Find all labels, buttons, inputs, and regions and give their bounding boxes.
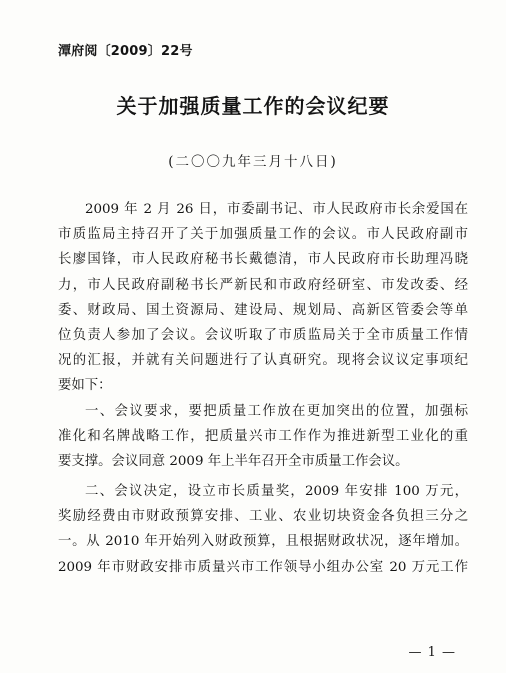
document-date: (二〇〇九年三月十八日) bbox=[168, 154, 338, 170]
body-line: 一。从 2010 年开始列入财政预算，且根据财政状况，逐年增加。 bbox=[58, 534, 468, 550]
body-line: 奖励经费由市财政预算安排、工业、农业切块资金各负担三分之 bbox=[58, 509, 468, 525]
body-line: 2009 年市财政安排市质量兴市工作领导小组办公室 20 万元工作 bbox=[58, 559, 468, 575]
body-line: 市质监局主持召开了关于加强质量工作的会议。市人民政府副市 bbox=[58, 227, 468, 243]
body-line: 二、会议决定，设立市长质量奖，2009 年安排 100 万元， bbox=[85, 484, 468, 500]
body-line: 委、财政局、国土资源局、建设局、规划局、高新区管委会等单 bbox=[58, 302, 468, 318]
document-number: 潭府阅〔2009〕22号 bbox=[58, 44, 193, 59]
body-line: 况的汇报，并就有关问题进行了认真研究。现将会议议定事项纪 bbox=[58, 353, 468, 369]
body-line: 长廖国锋，市人民政府秘书长戴德清，市人民政府市长助理冯晓 bbox=[58, 252, 468, 268]
document-title: 关于加强质量工作的会议纪要 bbox=[116, 94, 390, 118]
body-line: 2009 年 2 月 26 日，市委副书记、市人民政府市长余爱国在 bbox=[85, 202, 468, 217]
body-line: 位负责人参加了会议。会议听取了市质监局关于全市质量工作情 bbox=[58, 327, 468, 343]
body-line: 力，市人民政府副秘书长严新民和市政府经研室、市发改委、经 bbox=[58, 277, 468, 293]
body-line: 要如下： bbox=[58, 378, 112, 394]
body-line: 要支撑。会议同意 2009 年上半年召开全市质量工作会议。 bbox=[58, 453, 409, 469]
page-number: — 1 — bbox=[408, 645, 456, 660]
document-body bbox=[58, 197, 468, 580]
body-line: 一、会议要求，要把质量工作放在更加突出的位置，加强标 bbox=[85, 403, 468, 419]
body-line: 准化和名牌战略工作，把质量兴市工作作为推进新型工业化的重 bbox=[58, 428, 468, 444]
